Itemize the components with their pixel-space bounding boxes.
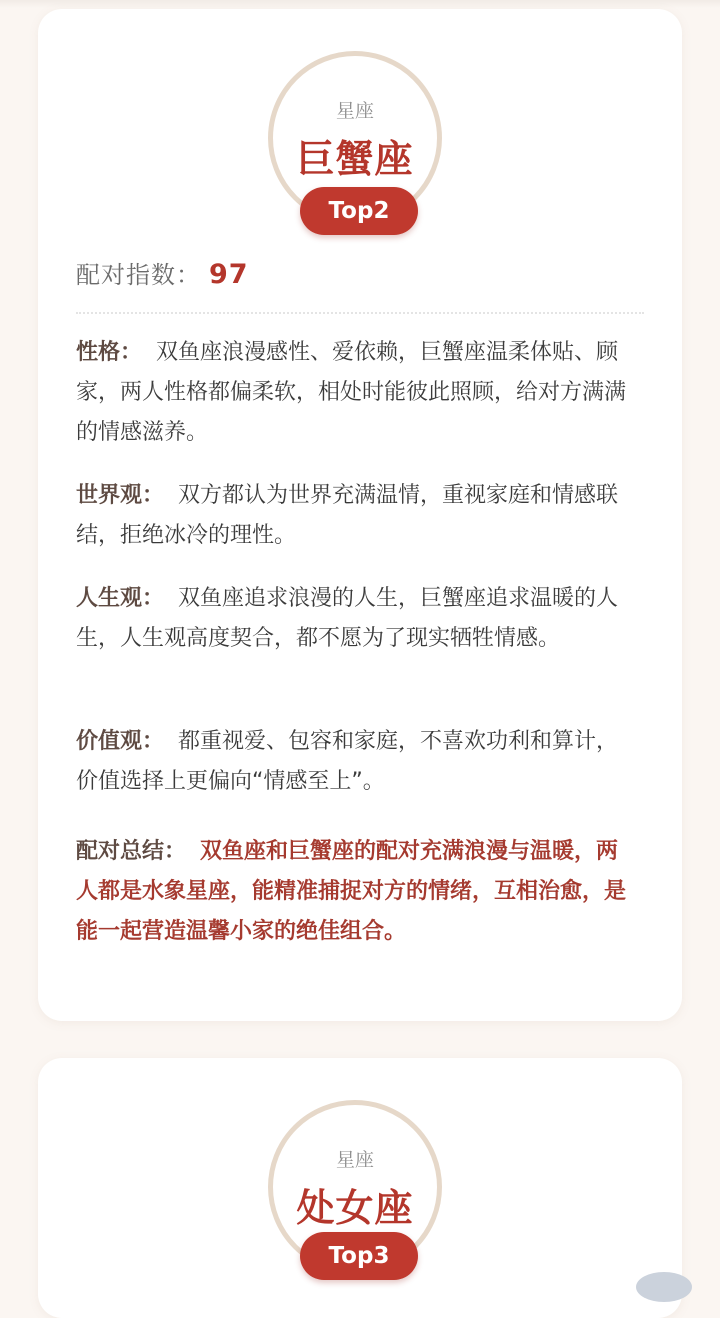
divider — [76, 312, 644, 314]
section-label: 价值观： — [76, 729, 165, 754]
section-outlook-on-life — [76, 579, 636, 659]
section-worldview — [76, 476, 636, 556]
section-text: 双鱼座浪漫感性、爱依赖，巨蟹座温柔体贴、顾家，两人性格都偏柔软，相处时能彼此照顾，给对方满满的情感滋养。 — [76, 340, 627, 445]
top-strip — [0, 0, 720, 8]
match-score-label: 配对指数： — [76, 261, 201, 289]
match-score-value: 97 — [209, 259, 249, 290]
sign-name: 处女座 — [296, 1186, 414, 1230]
section-label: 性格： — [76, 340, 143, 365]
sign-ring-label: 星座 — [335, 100, 374, 122]
rank-badge: Top3 — [300, 1232, 418, 1280]
sign-name: 巨蟹座 — [296, 137, 414, 181]
sign-ring-label: 星座 — [335, 1149, 374, 1171]
section-label: 人生观： — [76, 586, 165, 611]
section-values — [76, 722, 636, 802]
rank-badge: Top2 — [300, 187, 418, 235]
section-personality — [76, 333, 636, 453]
section-label: 世界观： — [76, 483, 165, 508]
section-summary — [76, 832, 636, 952]
match-card-top2 — [38, 9, 682, 1021]
match-card-top3 — [38, 1058, 682, 1318]
section-text: 都重视爱、包容和家庭，不喜欢功利和算计，价值选择上更偏向“情感至上”。 — [76, 729, 619, 794]
floating-avatar-icon[interactable] — [636, 1272, 692, 1302]
summary-text: 双鱼座和巨蟹座的配对充满浪漫与温暖，两人都是水象星座，能精准捕捉对方的情绪，互相治愈，是能一起营造温馨小家的绝佳组合。 — [76, 839, 627, 944]
section-text: 双鱼座追求浪漫的人生，巨蟹座追求温暖的人生，人生观高度契合，都不愿为了现实牺牲情感。 — [76, 586, 619, 651]
summary-label: 配对总结： — [76, 839, 187, 864]
match-score — [76, 255, 249, 290]
section-text: 双方都认为世界充满温情，重视家庭和情感联结，拒绝冰冷的理性。 — [76, 483, 619, 548]
